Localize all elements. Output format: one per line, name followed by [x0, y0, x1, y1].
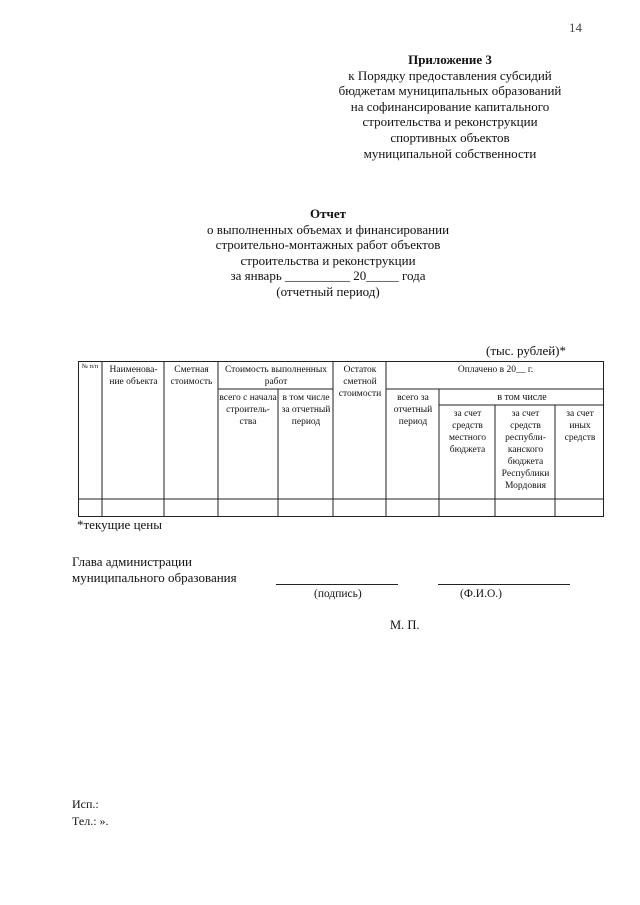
report-title: Отчет: [310, 206, 346, 221]
appendix-block: [300, 52, 600, 161]
report-table-grid: [78, 361, 604, 517]
appendix-line: на софинансирование капитального: [350, 98, 550, 114]
report-line: о выполненных объемах и финансировании: [206, 221, 450, 237]
executor-label: Исп.:: [72, 797, 99, 811]
col-paid-label: Оплачено в 20__ г.: [457, 365, 534, 375]
stamp-placeholder: М. П.: [390, 618, 420, 632]
signatory-title-line: Глава администрации: [72, 554, 193, 569]
signature-line: [276, 584, 398, 585]
appendix-line: спортивных объектов: [390, 129, 510, 145]
appendix-line: строительства и реконструкции: [362, 114, 538, 130]
name-line: [438, 584, 570, 585]
col-republic-budget-label: за счет средств республи-канского бюджета Республики Мордовия: [501, 409, 550, 491]
col-local-budget-label: за счет средств местного бюджета: [448, 409, 487, 455]
page-number: 14: [569, 20, 582, 35]
col-including-label: в том числе: [497, 392, 547, 403]
report-line: строительно-монтажных работ объектов: [215, 237, 441, 253]
col-paid-total-label: всего за отчетный период: [393, 393, 433, 427]
col-cost-period-label: в том числе за отчетный период: [281, 393, 331, 427]
appendix-title: Приложение 3: [408, 52, 492, 67]
col-estimate-label: Сметная стоимость: [170, 365, 213, 387]
appendix-line: к Порядку предоставления субсидий: [348, 67, 552, 83]
contacts-block: [72, 796, 109, 830]
phone-label: Тел.: ».: [72, 814, 109, 828]
units-label: (тыс. рублей)*: [486, 343, 567, 358]
report-period-line: за январь __________ 20_____ года: [230, 268, 426, 284]
col-cost-total-label: всего с начала строитель-ства: [219, 393, 277, 427]
col-number-label: № п/п: [81, 363, 99, 370]
col-object-name-label: Наименова-ние объекта: [109, 365, 158, 387]
report-line: строительства и реконструкции: [240, 252, 416, 268]
col-remaining-label: Остаток сметной стоимости: [338, 365, 382, 399]
footnote: *текущие цены: [77, 517, 162, 532]
signatory-title: [72, 554, 237, 586]
signature-caption: (подпись): [314, 588, 362, 600]
col-other-funds-label: за счет иных средств: [564, 409, 596, 443]
appendix-line: бюджетам муниципальных образований: [338, 83, 562, 99]
col-cost-label: Стоимость выполненных работ: [224, 365, 328, 387]
name-caption: (Ф.И.О.): [460, 588, 502, 600]
report-heading: [150, 206, 506, 300]
signatory-title-line: муниципального образования: [72, 570, 237, 585]
appendix-line: муниципальной собственности: [363, 145, 537, 161]
report-period-caption: (отчетный период): [276, 283, 380, 299]
